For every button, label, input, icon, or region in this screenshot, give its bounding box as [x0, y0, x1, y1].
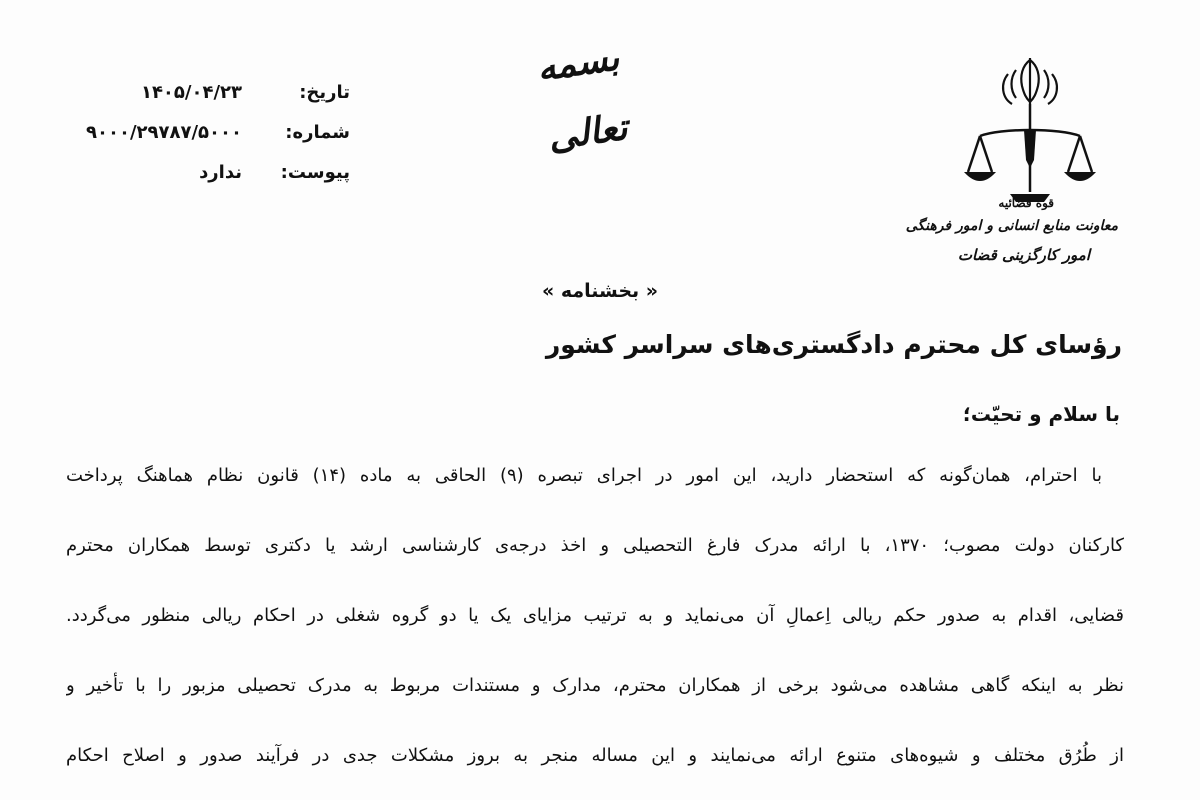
attachment-label: پیوست: — [280, 162, 350, 183]
organization-line-2: معاونت منابع انسانی و امور فرهنگی — [905, 218, 1118, 234]
addressee-heading: رؤسای کل محترم دادگستری‌های سراسر کشور — [545, 330, 1122, 359]
salutation: با سلام و تحیّت؛ — [962, 402, 1120, 426]
organization-line-3: امور کارگزینی قضات — [957, 246, 1090, 264]
organization-block — [878, 196, 1118, 264]
body-line: نظر به اینکه گاهی مشاهده می‌شود برخی از همکاران محترم، مدارک و مستندات مربوط به مدرک تحصیلی مزبور را با تأخیر و — [66, 675, 1124, 696]
date-value: ۱۴۰۵/۰۴/۲۳ — [140, 82, 242, 103]
number-label: شماره: — [285, 122, 350, 143]
organization-line-1: قوه قضائیه — [998, 196, 1054, 210]
circular-title: « بخشنامه » — [541, 280, 659, 302]
letter-meta — [60, 82, 350, 202]
body-line: قضایی، اقدام به صدور حکم ریالی اِعمالِ آن می‌نماید و به ترتیب مزایای یک یا دو گروه شغلی در احکام ریالی منظور می‌گردد. — [66, 605, 1124, 626]
number-value: ۹۰۰۰/۲۹۷۸۷/۵۰۰۰ — [86, 122, 242, 143]
meta-row-date — [60, 82, 350, 122]
meta-row-attachment — [60, 162, 350, 202]
basmala-calligraphy: بسمه تعالی — [534, 36, 630, 159]
body-line: کارکنان دولت مصوب؛ ۱۳۷۰، با ارائه مدرک فارغ التحصیلی و اخذ درجه‌ی کارشناسی ارشد یا دکتری توسط همکاران محترم — [66, 535, 1124, 556]
date-label: تاریخ: — [299, 82, 350, 103]
iran-emblem-scales-of-justice-icon — [950, 52, 1110, 212]
letter-body — [66, 456, 1124, 806]
meta-row-number — [60, 122, 350, 162]
body-line: با احترام، همان‌گونه که استحضار دارید، این امور در اجرای تبصره (۹) الحاقی به ماده (۱۴) قانون نظام هماهنگ پرداخت — [66, 465, 1102, 486]
body-line: از طُرُق مختلف و شیوه‌های متنوع ارائه می‌نمایند و این مساله منجر به بروز مشکلات جدی در فرآیند صدور و اصلاح احکام — [66, 745, 1124, 766]
attachment-value: ندارد — [199, 162, 242, 183]
